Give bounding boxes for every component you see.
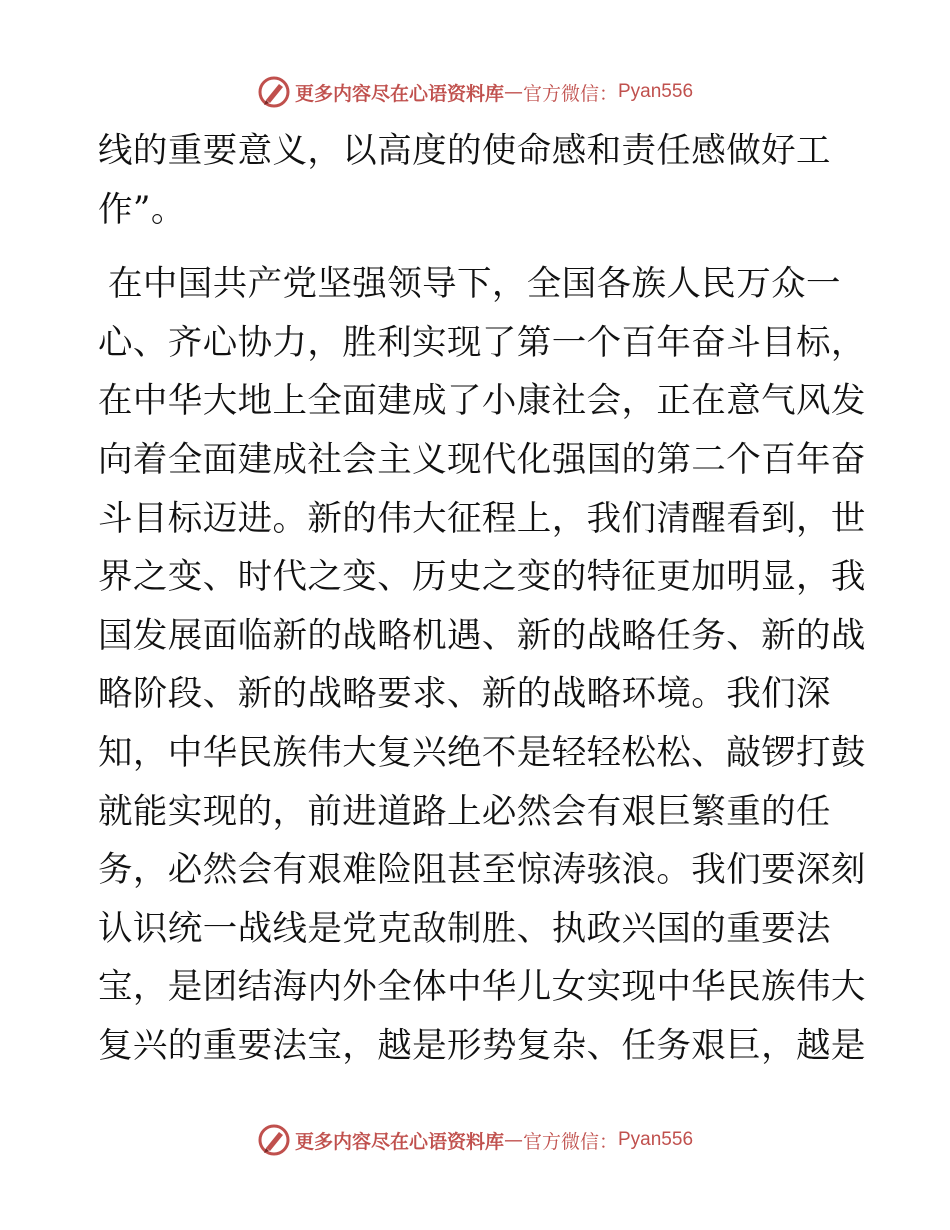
document-body xyxy=(98,122,866,1076)
text-line: 知，中华民族伟大复兴绝不是轻轻松松、敲锣打鼓 xyxy=(98,732,866,773)
pen-logo-icon xyxy=(257,75,291,109)
pen-logo-icon xyxy=(257,1123,291,1157)
footer-account: Pyan556 xyxy=(618,1129,694,1150)
text-line: 宝，是团结海内外全体中华儿女实现中华民族伟大 xyxy=(98,967,866,1008)
text-line: 就能实现的，前进道路上必然会有艰巨繁重的任 xyxy=(98,791,831,832)
text-line: 向着全面建成社会主义现代化强国的第二个百年奋 xyxy=(98,439,866,480)
footer-brand: 更多内容尽在心语资料库 xyxy=(294,1130,504,1153)
text-line: 在中华大地上全面建成了小康社会，正在意气风发 xyxy=(98,381,866,422)
text-line: 斗目标迈进。新的伟大征程上，我们清醒看到，世 xyxy=(98,498,866,539)
text-line: 国发展面临新的战略机遇、新的战略任务、新的战 xyxy=(98,615,866,656)
header-banner xyxy=(0,72,950,112)
text-line: 务，必然会有艰难险阻甚至惊涛骇浪。我们要深刻 xyxy=(98,850,866,891)
header-separator: — xyxy=(503,81,523,103)
header-label: 官方微信： xyxy=(522,82,618,105)
text-line: 认识统一战线是党克敌制胜、执政兴国的重要法 xyxy=(98,908,831,949)
text-line: 界之变、时代之变、历史之变的特征更加明显，我 xyxy=(98,557,866,598)
header-brand: 更多内容尽在心语资料库 xyxy=(294,82,504,105)
footer-label: 官方微信： xyxy=(522,1130,618,1153)
text-line: 在中国共产党坚强领导下，全国各族人民万众一 xyxy=(108,264,841,305)
text-line: 线的重要意义，以高度的使命感和责任感做好工 xyxy=(98,131,831,171)
paragraph-spacer xyxy=(98,239,858,255)
paragraph-1 xyxy=(98,122,858,239)
text-line: 作”。 xyxy=(98,189,186,230)
text-line: 略阶段、新的战略要求、新的战略环境。我们深 xyxy=(98,674,831,715)
text-line: 复兴的重要法宝，越是形势复杂、任务艰巨，越是 xyxy=(98,1025,866,1066)
footer-banner xyxy=(0,1120,950,1160)
paragraph-2 xyxy=(98,255,866,1075)
footer-separator: — xyxy=(503,1129,523,1151)
text-line: 心、齐心协力，胜利实现了第一个百年奋斗目标， xyxy=(98,322,866,363)
header-account: Pyan556 xyxy=(618,81,694,102)
